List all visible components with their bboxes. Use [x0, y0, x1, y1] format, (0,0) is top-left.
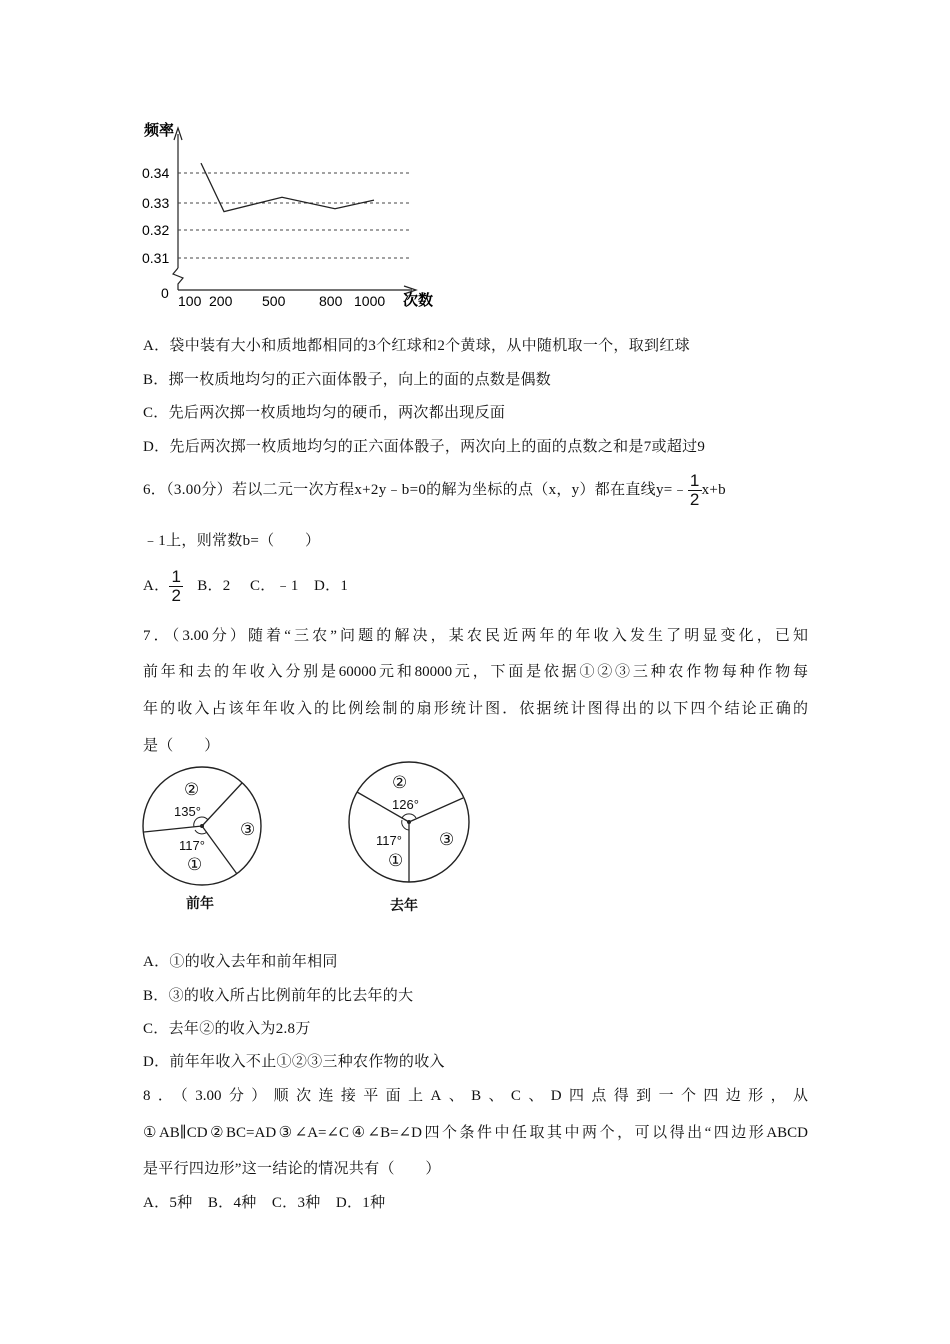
- x-tick-label: 800: [319, 293, 343, 308]
- q5-option-b: B．掷一枚质地均匀的正六面体骰子，向上的面的点数是偶数: [143, 372, 552, 388]
- pie-left-angle-2: 135°: [174, 804, 201, 819]
- q7-option-c: C．去年②的收入为2.8万: [143, 1021, 311, 1037]
- pie-center: [200, 824, 204, 828]
- y-tick-label: 0.31: [142, 250, 170, 266]
- q7-stem-line3: 年的收入占该年年收入的比例绘制的扇形统计图．依据统计图得出的以下四个结论正确的: [143, 701, 808, 717]
- q7-option-d: D．前年年收入不止①②③三种农作物的收入: [143, 1054, 445, 1070]
- q7-option-a: A．①的收入去年和前年相同: [143, 954, 338, 970]
- x-tick-label: 200: [209, 293, 233, 308]
- q6-fraction: [688, 472, 702, 509]
- frequency-series-line: [201, 163, 374, 212]
- q8-stem-line3: 是平行四边形”这一结论的情况共有（ ）: [143, 1161, 441, 1177]
- q6-frac-num: 1: [689, 471, 700, 491]
- x-tick-label: 100: [178, 293, 202, 308]
- q6-frac-den: 2: [689, 490, 700, 510]
- q8-stem-line2: ①AB∥CD②BC=AD③∠A=∠C④∠B=∠D四个条件中任取其中两个，可以得出“四边形ABCD: [143, 1125, 808, 1141]
- pie-right-angle-1: 117°: [376, 833, 402, 848]
- pie-left-label-2: ②: [184, 780, 200, 799]
- q5-option-c: C．先后两次掷一枚质地均匀的硬币，两次都出现反面: [143, 405, 506, 421]
- axis-break: [173, 268, 183, 290]
- q6-opt-frac-den: 2: [171, 586, 182, 606]
- y-tick-label: 0.34: [142, 165, 170, 181]
- q6-stem-line1: [143, 470, 726, 510]
- pie-center: [407, 820, 411, 824]
- q7-stem-line2: 前年和去的年收入分别是60000元和80000元，下面是依据①②③三种农作物每种作物每: [143, 664, 808, 680]
- q5-option-d: D．先后两次掷一枚质地均匀的正六面体骰子，两次向上的面的点数之和是7或超过9: [143, 439, 706, 455]
- q6-opt-frac-num: 1: [171, 567, 182, 587]
- pie-divider: [144, 826, 202, 832]
- pie-left-label-3: ③: [240, 820, 256, 839]
- pie-chart-previous-year: [140, 760, 340, 920]
- q6-stem-line2: ﹣1上，则常数b=（ ）: [143, 533, 321, 549]
- q5-option-a: A．袋中装有大小和质地都相同的3个红球和2个黄球，从中随机取一个，取到红球: [143, 338, 690, 354]
- q8-stem-line1: 8．（3.00分）顺次连接平面上A、B、C、D四点得到一个四边形，从: [143, 1088, 808, 1104]
- pie-right-caption: 去年: [390, 897, 418, 913]
- y-tick-label: 0.33: [142, 195, 170, 211]
- q6-option-a-fraction: [169, 568, 183, 605]
- y-tick-label: 0.32: [142, 222, 170, 238]
- x-tick-label: 500: [262, 293, 286, 308]
- pie-right-label-1: ①: [388, 851, 404, 870]
- pie-divider: [202, 826, 237, 874]
- origin-label: 0: [161, 285, 169, 301]
- q7-option-b: B．③的收入所占比例前年的比去年的大: [143, 988, 414, 1004]
- angle-arc: [402, 814, 416, 818]
- q6-text-post: x+b: [701, 482, 726, 498]
- frequency-line-chart: [140, 118, 440, 308]
- q6-text-pre: 6．（3.00分）若以二元一次方程x+2y﹣b=0的解为坐标的点（x，y）都在直线y=﹣: [143, 482, 688, 498]
- q7-stem-line1: 7．（3.00分）随着“三农”问题的解决，某农民近两年的年收入发生了明显变化，已知: [143, 628, 808, 644]
- y-axis-title: 频率: [144, 122, 175, 139]
- x-tick-label: 1000: [354, 293, 386, 308]
- q8-options: A．5种 B．4种 C．3种 D．1种: [143, 1195, 386, 1211]
- pie-right-label-2: ②: [392, 773, 408, 792]
- q6-option-a-label: A．: [143, 578, 170, 594]
- x-axis-title: 次数: [403, 292, 434, 308]
- pie-left-label-1: ①: [187, 855, 203, 874]
- pie-right-angle-2: 126°: [392, 797, 419, 812]
- q7-stem-line4: 是（ ）: [143, 738, 220, 754]
- pie-right-label-3: ③: [439, 830, 455, 849]
- pie-left-angle-1: 117°: [179, 838, 205, 853]
- pie-left-caption: 前年: [186, 895, 214, 911]
- q6-other-options: B．2 C．﹣1 D．1: [197, 578, 349, 594]
- q6-options: [143, 566, 348, 606]
